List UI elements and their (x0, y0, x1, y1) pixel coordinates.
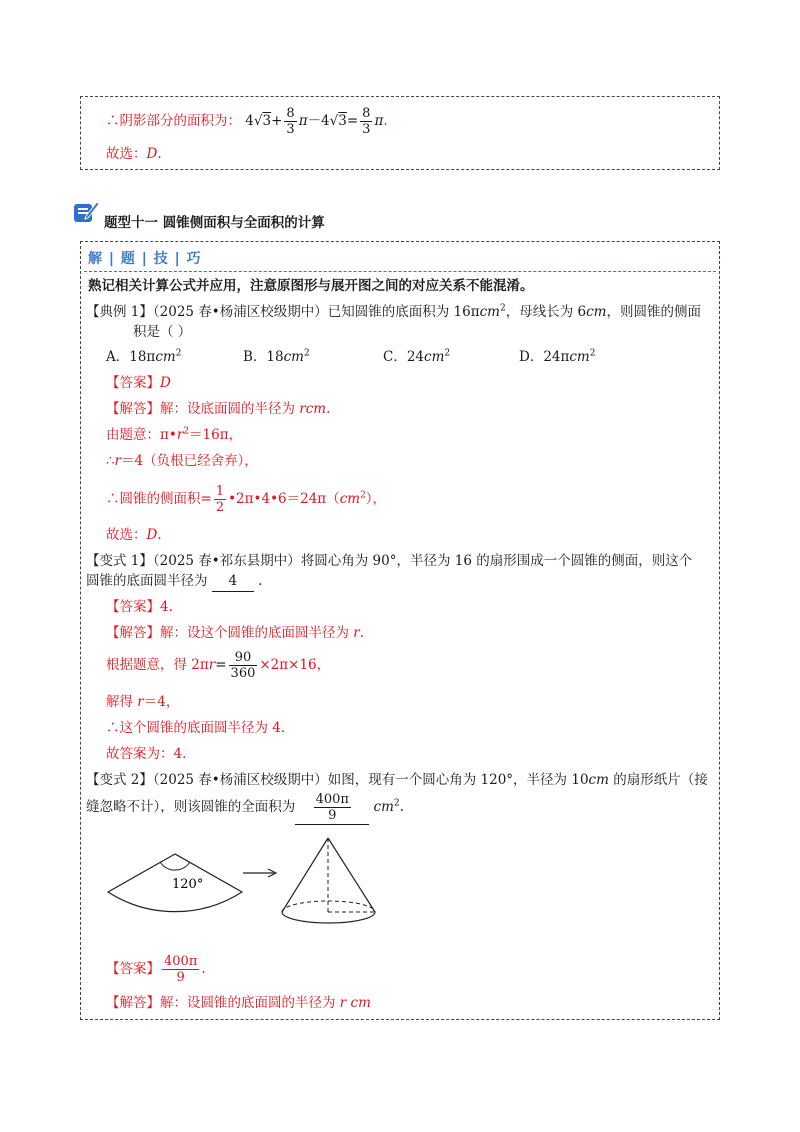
frac-num: 1 (215, 484, 225, 499)
angle-arc (160, 862, 190, 870)
exp-2: 2 (589, 348, 596, 359)
variant2-line2 (86, 790, 404, 825)
angle-label: 120° (172, 877, 204, 892)
sol-text: 根据题意，得 2π (106, 657, 209, 673)
variant1-sol-line1 (106, 623, 364, 643)
option-b-text: B．18 (243, 349, 284, 365)
sol-text: ∴圆锥的侧面积= (106, 491, 212, 507)
tips-text: 熟记相关计算公式并应用，注意原图形与展开图之间的对应关系不能混淆。 (88, 278, 534, 294)
frac-num: 8 (362, 106, 371, 121)
variant1-text: 圆锥的底面圆半径为 (86, 573, 208, 589)
pi-symbol: π (374, 113, 384, 129)
exp-2: 2 (499, 303, 506, 314)
fraction-1-2 (214, 484, 226, 515)
unit-cm: cm (283, 349, 304, 365)
edit-note-icon (72, 198, 100, 224)
variant1-sol-line4: ∴这个圆锥的底面圆半径为 4. (106, 720, 286, 736)
frac-den: 9 (328, 808, 337, 823)
option-d-text: D．24π (519, 349, 570, 365)
solution-tag: 【解答】 (106, 401, 160, 417)
variant2-sol-line1 (106, 993, 371, 1013)
variant1-end: . (258, 573, 263, 589)
variant2-tag: 【变式 2】 (86, 772, 153, 788)
sol-var: D (146, 527, 158, 543)
equals-sign: = (346, 113, 359, 129)
sol-end: . (326, 401, 331, 417)
variant2-text: （2025 春•杨浦区校级期中）如图，现有一个圆心角为 120°，半径为 10 (152, 772, 589, 788)
variant1-sol-line2 (106, 648, 330, 682)
variant1-tag: 【变式 1】 (86, 553, 153, 569)
sector-to-cone-diagram (100, 832, 400, 942)
option-a (106, 347, 181, 367)
unit-cm: cm (569, 349, 590, 365)
sqrt-sign-b: √ (329, 113, 339, 129)
variant1-sol-line3 (106, 692, 179, 712)
sol-end: ＝4， (143, 694, 180, 710)
frac-den: 3 (362, 122, 371, 137)
choose-end: . (157, 146, 162, 162)
equals-sign: = (215, 657, 227, 673)
answer-blank (295, 790, 369, 825)
unit-cm: cm (155, 349, 176, 365)
variant1-text: （2025 春•祁东县期中）将圆心角为 90°，半径为 16 的扇形围成一个圆锥的侧面，则这个 (152, 553, 693, 569)
answer-value: 4. (160, 599, 173, 615)
cone-base-front (282, 912, 375, 923)
sol-text: 解：设这个圆锥的底面圆半径为 (160, 625, 354, 641)
variant1-sol-line5: 故答案为：4. (106, 746, 187, 762)
frac-num: 8 (286, 106, 295, 121)
sol-var: r (114, 453, 122, 469)
choose-line (106, 144, 162, 164)
choose-label: 故选： (106, 146, 147, 162)
sol-text: 故选： (106, 527, 147, 543)
variant1-answer (106, 597, 173, 617)
fraction-8-3-b (360, 106, 372, 137)
frac-num: 400π (315, 792, 349, 807)
example1-answer (106, 373, 171, 393)
fraction-400pi-9 (162, 954, 199, 985)
option-d (519, 347, 595, 367)
sol-end: ＝16π， (189, 427, 243, 443)
example1-sol-line3 (106, 451, 258, 471)
example1-tag: 【典例 1】 (86, 304, 153, 320)
sqrt-radicand-a: 3 (262, 113, 272, 129)
section-heading: 题型十一 圆锥侧面积与全面积的计算 (104, 215, 325, 231)
exp-2: 2 (444, 348, 451, 359)
example1-text: （2025 春•杨浦区校级期中）已知圆锥的底面积为 16π (152, 304, 480, 320)
sqrt-radicand-b: 3 (338, 113, 347, 129)
sol-end: ）， (365, 491, 387, 507)
period: . (383, 113, 388, 129)
variant2-text: 的扇形纸片（接 (608, 772, 708, 788)
variant1-line2 (86, 571, 262, 592)
answer-tag: 【答案】 (106, 375, 160, 391)
sol-text: 解：设底面圆的半径为 (160, 401, 300, 417)
unit-cm: cm (346, 995, 371, 1011)
fraction-400pi-9 (314, 792, 351, 823)
tips-divider (84, 271, 716, 272)
frac-num: 90 (229, 650, 258, 666)
example1-sol-line4 (106, 482, 386, 516)
variant2-end: . (399, 799, 404, 815)
sol-text: •2π•4•6＝24π（ (228, 491, 340, 507)
shaded-prefix: ∴阴影部分的面积为： (106, 113, 241, 129)
sol-var: rcm (299, 401, 327, 417)
frac-den: 360 (230, 666, 256, 681)
example1-mid: ，母线长为 6 (505, 304, 587, 320)
unit-cm: cm (339, 491, 361, 507)
example1-line2: 积是（ ） (133, 324, 192, 340)
unit-cm: cm (373, 799, 394, 815)
option-b (243, 347, 310, 367)
answer-end: . (201, 961, 206, 977)
exp-2: 2 (393, 798, 400, 809)
frac-den: 3 (286, 122, 295, 137)
sol-var: r (208, 657, 216, 673)
sol-text: ∴ (106, 453, 115, 469)
minus-four: －4 (307, 113, 330, 129)
answer-blank: 4 (212, 571, 254, 592)
sol-var: r (353, 625, 360, 641)
unit-cm: cm (479, 304, 500, 320)
variant2-answer (106, 952, 206, 986)
sqrt-sign-a: √ (253, 113, 263, 129)
pi-symbol: π (298, 113, 308, 129)
exp-2: 2 (183, 426, 190, 437)
sol-var: r (176, 427, 184, 443)
sol-end: ×2π×16， (259, 657, 331, 673)
example1-end: ，则圆锥的侧面 (606, 304, 701, 320)
frac-den: 2 (215, 500, 225, 515)
example1-line1 (86, 302, 701, 322)
sol-end: . (359, 625, 365, 641)
fraction-90-360 (229, 650, 258, 681)
option-c (383, 347, 450, 367)
tips-label: 解 | 题 | 技 | 巧 (88, 251, 202, 267)
exp-2: 2 (175, 348, 182, 359)
variant2-line1 (86, 770, 708, 790)
example1-sol-line2 (106, 425, 242, 445)
sol-var: r (137, 694, 144, 710)
solution-tag: 【解答】 (106, 995, 160, 1011)
answer-tag: 【答案】 (106, 599, 160, 615)
frac-num: 400π (164, 954, 198, 969)
answer-value: D (160, 375, 171, 391)
exp-2: 2 (303, 348, 310, 359)
sol-text: 解：设圆锥的底面圆的半径为 (160, 995, 340, 1011)
sol-end: ＝4（负根已经舍弃）， (121, 453, 258, 469)
choose-value: D (146, 146, 158, 162)
sol-var: r (339, 995, 347, 1011)
option-a-text: A．18π (106, 349, 156, 365)
shaded-area-line (106, 104, 388, 138)
fraction-8-3-a (284, 106, 296, 137)
sol-end: . (157, 527, 162, 543)
expr-four: 4 (245, 113, 254, 129)
sol-text: 解得 (106, 694, 138, 710)
frac-den: 9 (176, 970, 185, 985)
variant2-text: 缝忽略不计），则该圆锥的全面积为 (86, 799, 296, 815)
answer-tag: 【答案】 (106, 961, 160, 977)
unit-cm: cm (586, 304, 607, 320)
plus-sign: + (271, 113, 283, 129)
exp-2: 2 (360, 490, 366, 501)
unit-cm: cm (424, 349, 445, 365)
variant1-line1 (86, 551, 692, 571)
example1-sol-line5 (106, 525, 162, 545)
unit-cm: cm (588, 772, 609, 788)
example1-sol-line1 (106, 399, 330, 419)
solution-tag: 【解答】 (106, 625, 160, 641)
sol-text: 由题意：π• (106, 427, 177, 443)
option-c-text: C．24 (383, 349, 425, 365)
